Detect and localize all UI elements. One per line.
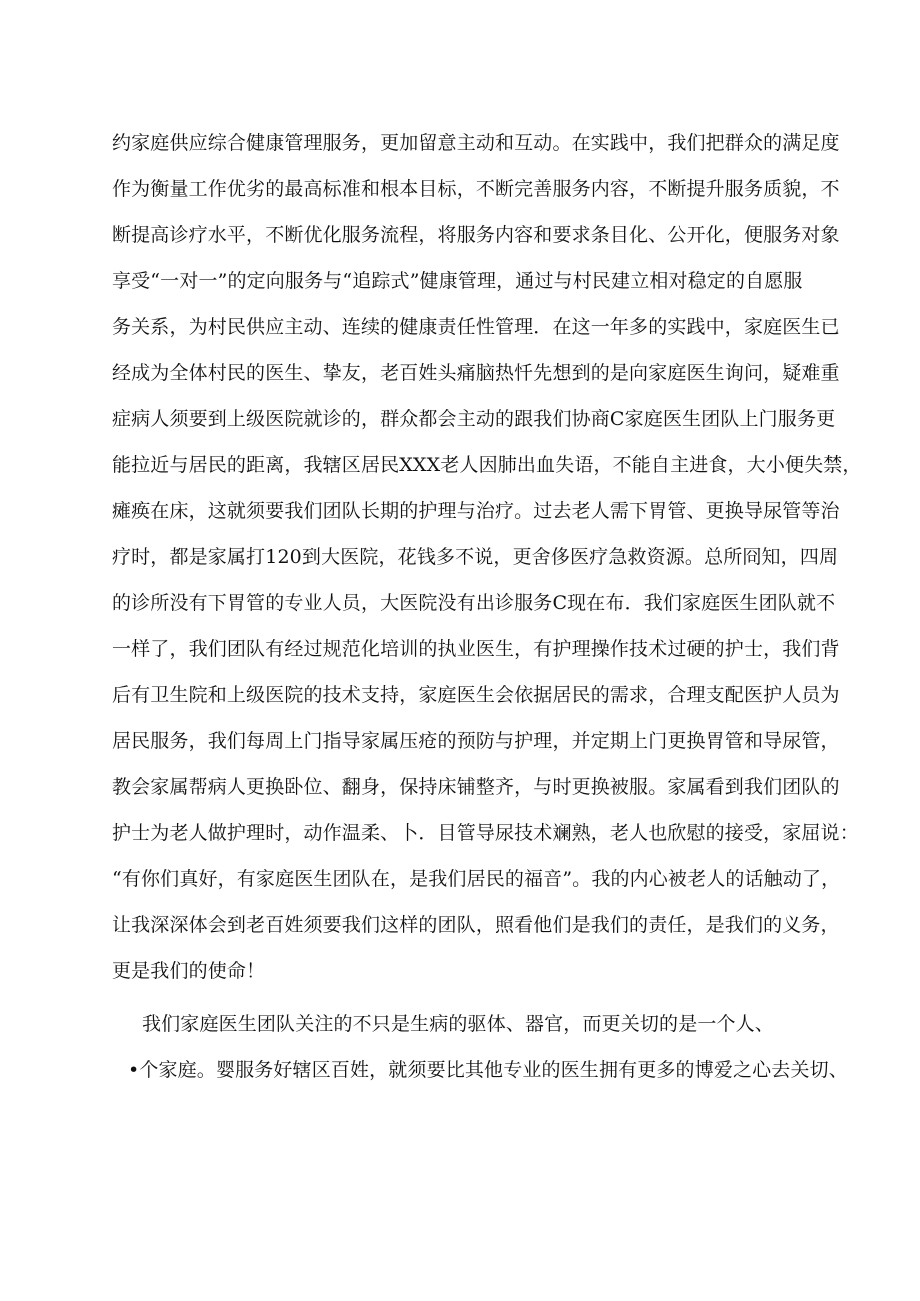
text-line: 享受“一对一”的定向服务与“追踪式”健康管理，通过与村民建立相对稳定的自愿服 — [112, 270, 803, 292]
text-line: 一样了，我们团队有经过规范化培训的执业医生，有护理操作技术过硬的护士，我们背 — [112, 638, 840, 660]
text-line: 约家庭供应综合健康管理服务，更加留意主动和互动。在实践中，我们把群众的满足度 — [112, 132, 840, 154]
text-line: “有你们真好，有家庭医生团队在，是我们居民的福音”。我的内心被老人的话触动了， — [112, 868, 841, 890]
text-line: 作为衡量工作优劣的最高标准和根本目标，不断完善服务内容，不断提升服务质貌，不 — [112, 178, 840, 200]
text-line: 的诊所没有下胃管的专业人员，大医院没有出诊服务C现在布．我们家庭医生团队就不 — [112, 592, 836, 614]
text-line: 经成为全体村民的医生、挚友，老百姓头痛脑热忏先想到的是向家庭医生询问，疑难重 — [112, 362, 840, 384]
text-line: 断提高诊疗水平，不断优化服务流程，将服务内容和要求条目化、公开化，便服务对象 — [112, 224, 840, 246]
text-line: 务关系，为村民供应主动、连续的健康责任性管理．在这一年多的实践中，家庭医生已 — [112, 316, 840, 338]
text-line: 教会家属帮病人更换卧位、翻身，保持床铺整齐，与时更换被服。家属看到我们团队的 — [112, 776, 840, 798]
text-line: 症病人须要到上级医院就诊的，群众都会主动的跟我们协商C家庭医生团队上门服务更 — [112, 408, 836, 430]
text-line: 疗时，都是家属打120到大医院，花钱多不说，更舍侈医疗急救资源。总所冏知，四周 — [112, 546, 839, 568]
text-line: •个家庭。婴服务好辖区百姓，就须要比其他专业的医生拥有更多的博爱之心去关切、 — [128, 1059, 848, 1081]
text-line: 护士为老人做护理时，动作温柔、卜．目管导尿技术斓熟，老人也欣慰的接受，家屈说： — [112, 822, 859, 844]
text-line: 能拉近与居民的距离，我辖区居民XXX老人因肺出血失语，不能自主进食，大小便失禁， — [112, 454, 862, 476]
text-line: 居民服务，我们每周上门指导家属压疮的预防与护理，并定期上门更换胃管和导尿管， — [112, 730, 840, 752]
text-line: 让我深深体会到老百姓须要我们这样的团队，照看他们是我们的责任，是我们的义务， — [112, 914, 840, 936]
text-line: 瘫痪在床，这就须要我们团队长期的护理与治疗。过去老人需下胃管、更换导尿管等治 — [112, 500, 840, 522]
text-line: 更是我们的使命！ — [112, 960, 266, 982]
text-line: 后有卫生院和上级医院的技术支持，家庭医生会依据居民的需求，合理支配医护人员为 — [112, 684, 840, 706]
paragraph-first-line: 我们家庭医生团队关注的不只是生病的驱体、器官，而更关切的是一个人、 — [142, 1013, 774, 1035]
